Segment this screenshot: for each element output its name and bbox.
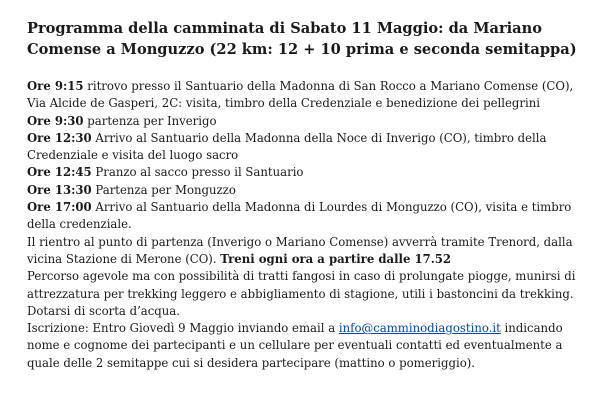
schedule-time: Ore 13:30 — [27, 182, 92, 197]
schedule-time: Ore 17:00 — [27, 200, 92, 215]
email-link[interactable]: info@camminodiagostino.it — [338, 321, 501, 336]
return-info-text: Il rientro al punto di partenza (Inverigo o Mariano Comense) avverrà tramite Trenord, dalla vicina Stazione di Merone (CO). — [27, 234, 573, 266]
schedule-item — [27, 164, 578, 181]
schedule-time: Ore 12:30 — [27, 130, 92, 145]
return-info — [27, 234, 578, 269]
route-info: Percorso agevole ma con possibilità di tratti fangosi in caso di prolungate piogge, munirsi di attrezzatura per trekking leggero e abbigliamento di stagione, utili i bastoncini da trekking. Dotarsi di scorta d’acqua. — [27, 269, 576, 318]
schedule-time: Ore 12:45 — [27, 165, 92, 180]
schedule-text: Partenza per Monguzzo — [91, 182, 236, 197]
schedule-text: Arrivo al Santuario della Madonna di Lourdes di Monguzzo (CO), visita e timbro della credenziale. — [27, 200, 572, 232]
train-schedule-highlight: Treni ogni ora a partire dalle 17.52 — [220, 251, 452, 266]
page-title: Programma della camminata di Sabato 11 Maggio: da Mariano Comense a Monguzzo (22 km: 12 + 10 prima e seconda semitappa) — [27, 20, 577, 58]
schedule-time: Ore 9:15 — [27, 79, 84, 93]
program-content — [27, 78, 578, 372]
schedule-text: Pranzo al sacco presso il Santuario — [91, 165, 304, 180]
schedule-item — [27, 182, 578, 199]
schedule-text: Arrivo al Santuario della Madonna della Noce di Inverigo (CO), timbro della Credenziale e visita del luogo sacro — [27, 130, 547, 163]
registration-text-before: Iscrizione: Entro Giovedì 9 Maggio inviando email a — [27, 321, 339, 336]
schedule-text: ritrovo presso il Santuario della Madonna di San Rocco a Mariano Comense (CO), Via Alcide de Gasperi, 2C: visita, timbro della Credenziale e benedizione dei pellegrini — [27, 79, 574, 111]
schedule-time: Ore 9:30 — [27, 113, 84, 128]
registration-text-after: indicando nome e cognome dei partecipanti e un cellulare per eventuali contatti ed eventualmente a quale delle 2 semitappe cui si desidera partecipare (mattino o pomeriggio). — [27, 321, 563, 370]
schedule-item — [27, 130, 578, 165]
registration-info — [27, 320, 578, 372]
schedule-item — [27, 78, 578, 113]
schedule-item — [27, 113, 578, 130]
schedule-text: partenza per Inverigo — [83, 113, 217, 128]
schedule-item — [27, 199, 578, 234]
